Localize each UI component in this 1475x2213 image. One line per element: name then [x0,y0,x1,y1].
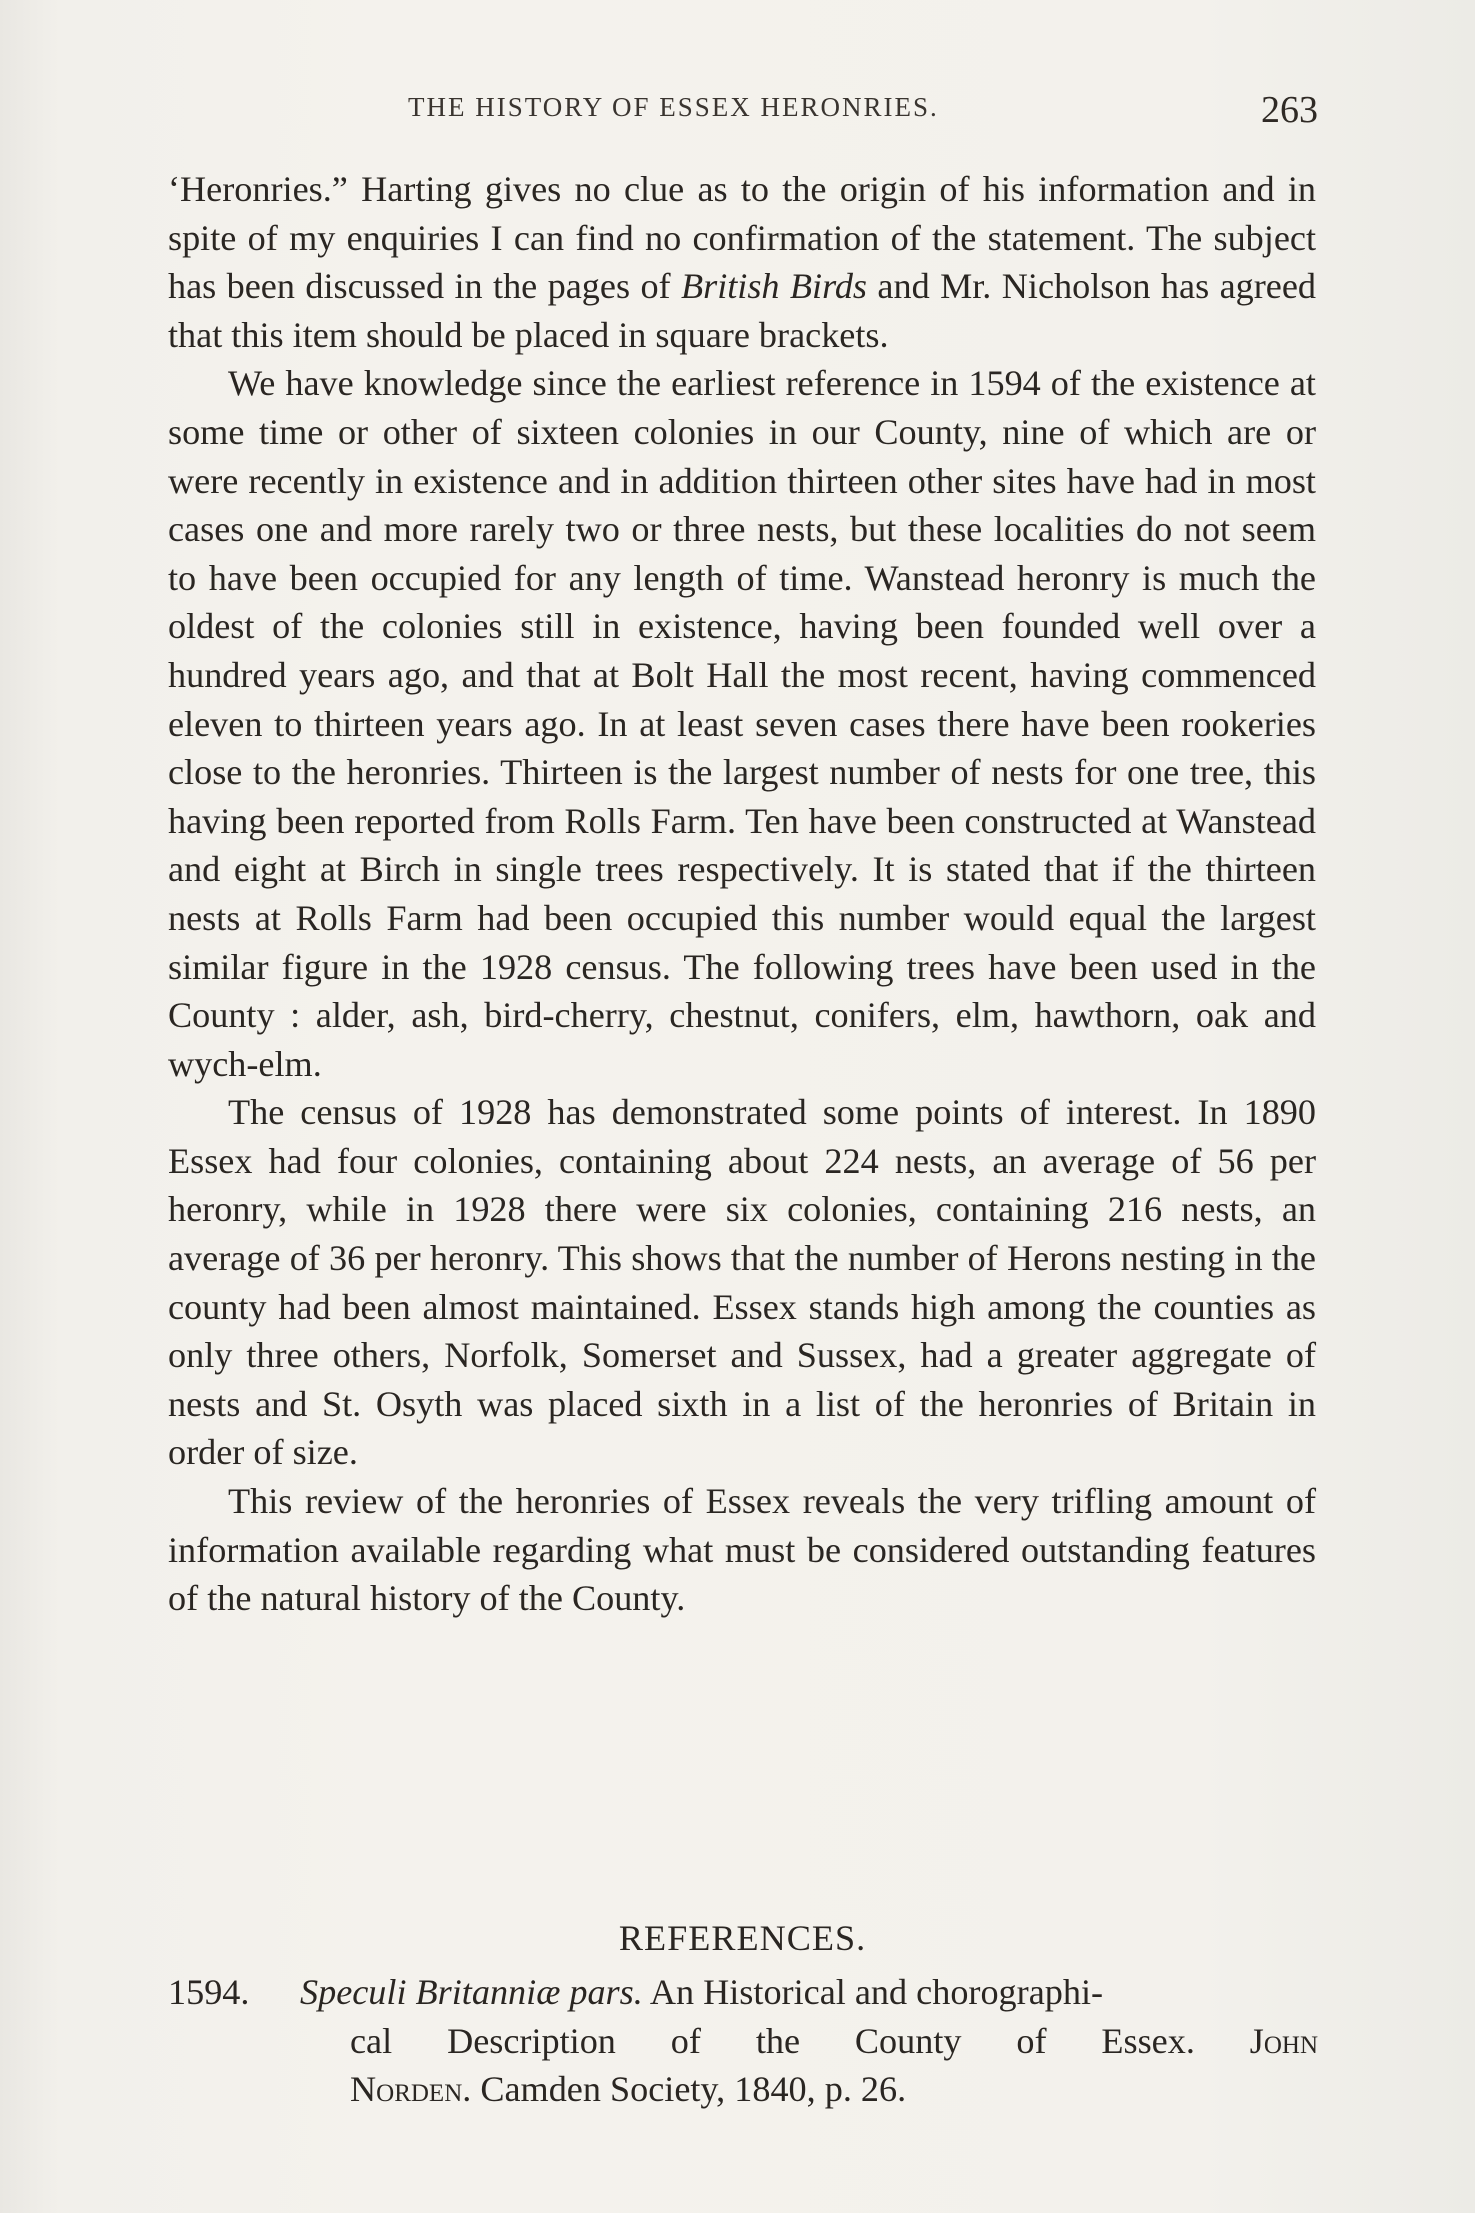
reference-word: the [755,2020,801,2061]
reference-word: cal [350,2020,393,2061]
reference-description-start: An Historical and chorographi- [649,1972,1104,2012]
paragraph-1 [168,165,1316,359]
paragraph-3: The census of 1928 has demonstrated some points of interest. In 1890 Essex had four colonies, containing about 224 nests, an average of 56 per heronry, while in 1928 there were six colonies, containing 216 nests, an average of 36 per heronry. This shows that the number of Herons nesting in the county had been almost maintained. Essex stands high among the counties as only three others, Norfolk, Somerset and Sussex, had a greater aggregate of nests and St. Osyth was placed sixth in a list of the heronries of Britain in order of size. [168,1092,1316,1473]
reference-word: County [854,2020,962,2061]
paragraph-1-text-a: ‘Heronries.” Harting gives no clue as to the origin of his information and in spite of my enquiries I can find no confirmation of the statement. The subject has been discussed in the pages of [168,169,1316,307]
reference-body [300,1968,1318,2114]
paragraph-4: This review of the heronries of Essex reveals the very trifling amount of information available regarding what must be considered outstanding features of the natural history of the County. [168,1481,1316,1619]
running-head: THE HISTORY OF ESSEX HERONRIES. [408,92,939,122]
page-number: 263 [1261,89,1318,131]
paragraph-1-text-b: and Mr. Nicholson has agreed that this item should be placed in square brackets. [168,266,1316,355]
reference-word: of [1016,2020,1047,2061]
paragraph-1-italic: British Birds [681,266,868,307]
reference-source: . Camden Society, 1840, p. 26. [462,2069,907,2110]
reference-year: 1594. [168,1972,250,2012]
reference-line-3 [350,2065,1318,2114]
references-heading: REFERENCES. [618,1918,867,1958]
reference-line-2 [350,2017,1318,2066]
body-text [168,165,1316,1623]
reference-line-1 [300,1968,1318,2017]
paragraph-2: We have knowledge since the earliest reference in 1594 of the existence at some time or other of sixteen colonies in our County, nine of which are or were recently in existence and in addition thirteen other sites have had in most cases one and more rarely two or three nests, but these localities do not seem to have been occupied for any length of time. Wanstead heronry is much the oldest of the colonies still in existence, having been founded well over a hundred years ago, and that at Bolt Hall the most recent, having commenced eleven to thirteen years ago. In at least seven cases there have been rookeries close to the heronries. Thirteen is the largest number of nests for one tree, this having been reported from Rolls Farm. Ten have been constructed at Wanstead and eight at Birch in single trees respectively. It is stated that if the thirteen nests at Rolls Farm had been occupied this number would equal the largest similar figure in the 1928 census. The following trees have been used in the County : alder, ash, bird-cherry, chestnut, conifers, elm, hawthorn, oak and wych-elm. [168,363,1316,1084]
reference-word: of [670,2020,701,2061]
reference-author-first: John [1249,2020,1318,2061]
reference-author-last: Norden [350,2069,463,2110]
reference-word: Essex. [1101,2020,1195,2061]
reference-word: Description [447,2020,616,2061]
reference-continuation [300,2017,1318,2114]
page-header [168,88,1318,138]
reference-title: Speculi Britanniæ pars. [300,1972,643,2012]
